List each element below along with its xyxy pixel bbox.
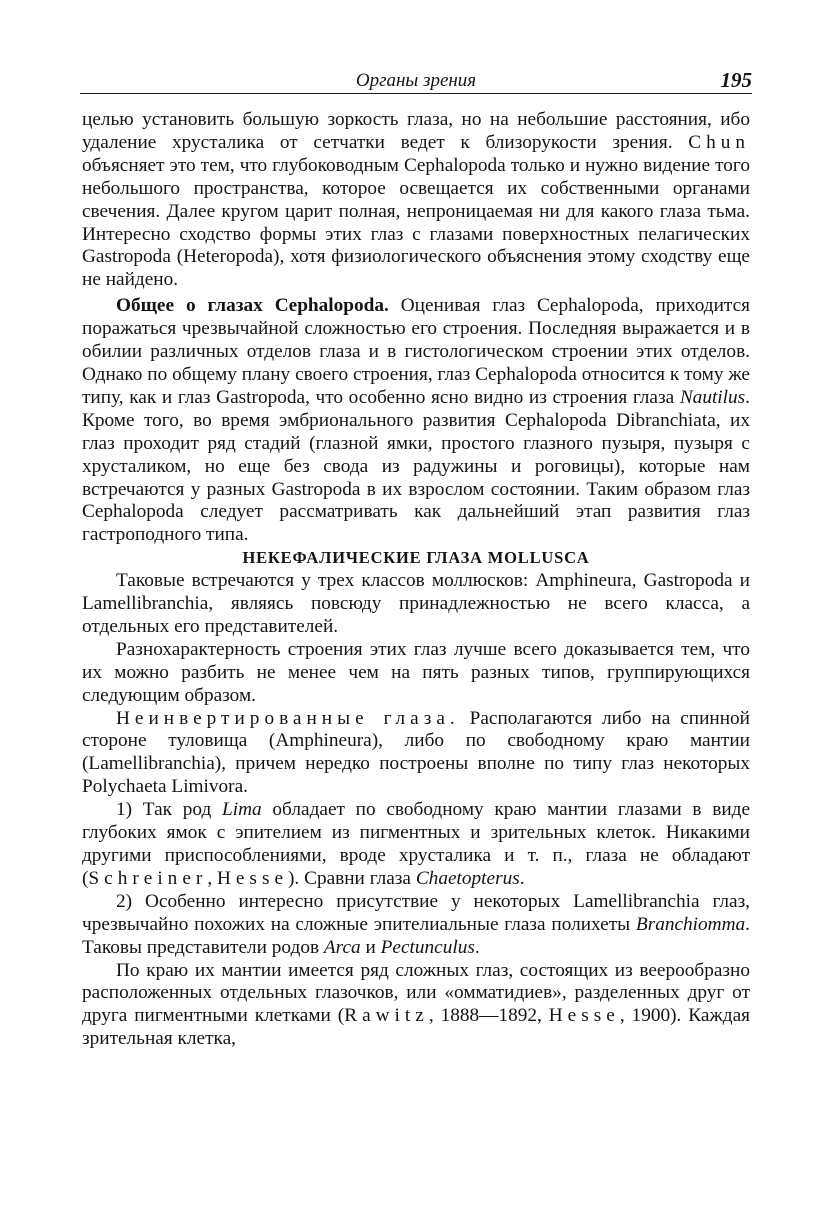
text: , 1888—1892, — [428, 1005, 549, 1027]
paragraph-6 — [82, 799, 750, 891]
paragraph-4: Разнохарактерность строения этих глаз лучше всего доказывается тем, что их можно разбить не менее чем на пять разных типов, группирующихся следующим образом. — [82, 638, 750, 706]
text: и — [360, 936, 381, 958]
italic-genus: Lima — [222, 799, 262, 821]
author-name: Hesse — [216, 867, 289, 889]
text: обладает по свободному краю мантии глазами в виде глубоких ямок с эпителием из пигментных и зрительных клеток. Никакими другими приспособлениями, вроде хрусталика и т. п., глаза не обладают ( — [82, 799, 751, 889]
text: . Таковы представители родов — [82, 913, 750, 958]
paragraph-8 — [82, 960, 750, 1052]
italic-genus: Nautilus — [679, 386, 746, 408]
paragraph-2 — [82, 295, 750, 547]
section-heading: НЕКЕФАЛИЧЕСКИЕ ГЛАЗА MOLLUSCA — [242, 548, 590, 568]
text: 2) Особенно интересно присутствие у некоторых Lamellibranchia глаз, чрезвычайно похожих на сложные эпителиальные глаза полихеты — [82, 890, 750, 935]
page-number: 195 — [720, 68, 752, 92]
spaced-term: Неинвертированные глаза. — [116, 707, 460, 729]
header-rule — [80, 93, 752, 94]
text: объясняет это тем, что глубоководным Cephalopoda только и нужно видение того небольшого пространства, которое освещается их собственными органами свечения. Далее кругом царит полная, непроницаемая ни для какого глаза тьма. Интересно сходство формы этих глаз с глазами поверхностных пелагических Gastropoda (Heteropoda), хотя физиологического объяснения этому сходству еще не найдено. — [82, 154, 750, 291]
author-name: Rawitz — [344, 1005, 429, 1027]
text-body — [82, 109, 750, 1051]
text: По краю их мантии имеется ряд сложных глаз, состоящих из веерообразно расположенных отдельных глазочков, или «омматидиев», разделенных друг от друга пигментными клетками ( — [82, 959, 750, 1027]
italic-genus: Branchiomma — [635, 913, 746, 935]
text: Располагаются либо на спинной стороне туловища (Amphineura), либо по свободному краю мантии (Lamellibranchia), причем нередко построены вполне по типу глаз некоторых Polychaeta Limivora. — [82, 707, 750, 798]
italic-genus: Chaetopterus — [415, 867, 520, 889]
text: . Кроме того, во время эмбрионального развития Cephalopoda Dibranchiata, их глаз проходит ряд стадий (глазной ямки, простого глазного пузыря, пузыря с хрусталиком, но еще без свода из радужины и роговицы), которые нам встречаются у разных Gastropoda в их взрослом состоянии. Таким образом глаз Cephalopoda следует рассматривать как дальнейший этап развития глаз гастроподного типа. — [82, 386, 750, 546]
author-name: Hesse — [548, 1005, 620, 1027]
text: . — [519, 867, 525, 889]
running-title: Органы зрения — [355, 70, 477, 91]
text: 1) Так род — [116, 799, 223, 821]
italic-genus: Arca — [323, 936, 361, 958]
text: . — [474, 936, 480, 958]
italic-genus: Pectunculus — [380, 936, 475, 958]
text: Оценивая глаз Cephalopoda, приходится поражаться чрезвычайной сложностью его строения. Последняя выражается и в обилии различных отделов глаза и в гистологическом строении этих отделов. Однако по общему плану своего строения, глаз Cephalopoda относится к тому же типу, как и глаз Gastropoda, что особенно ясно видно из строения глаза — [82, 295, 750, 408]
paragraph-5 — [82, 708, 750, 800]
text: целью установить большую зоркость глаза, но на небольшие расстояния, ибо удаление хрусталика от сетчатки ведет к близорукости зрения. — [82, 109, 750, 153]
paragraph-1 — [82, 109, 750, 292]
running-header — [80, 68, 752, 94]
author-name: Schreiner — [88, 867, 208, 889]
text: , 1900). Каждая зрительная клетка, — [82, 1005, 751, 1050]
text: ). Сравни глаза — [288, 867, 416, 889]
bold-lead: Общее о глазах Cephalopoda. — [116, 295, 389, 317]
paragraph-7 — [82, 891, 750, 960]
author-name: Chun — [688, 131, 750, 153]
text: , — [207, 867, 217, 889]
paragraph-3: Таковые встречаются у трех классов моллюсков: Amphineura, Gastropoda и Lamellibranchia, являясь повсюду принадлежностью не всего класса, а отдельных его представителей. — [82, 570, 750, 637]
